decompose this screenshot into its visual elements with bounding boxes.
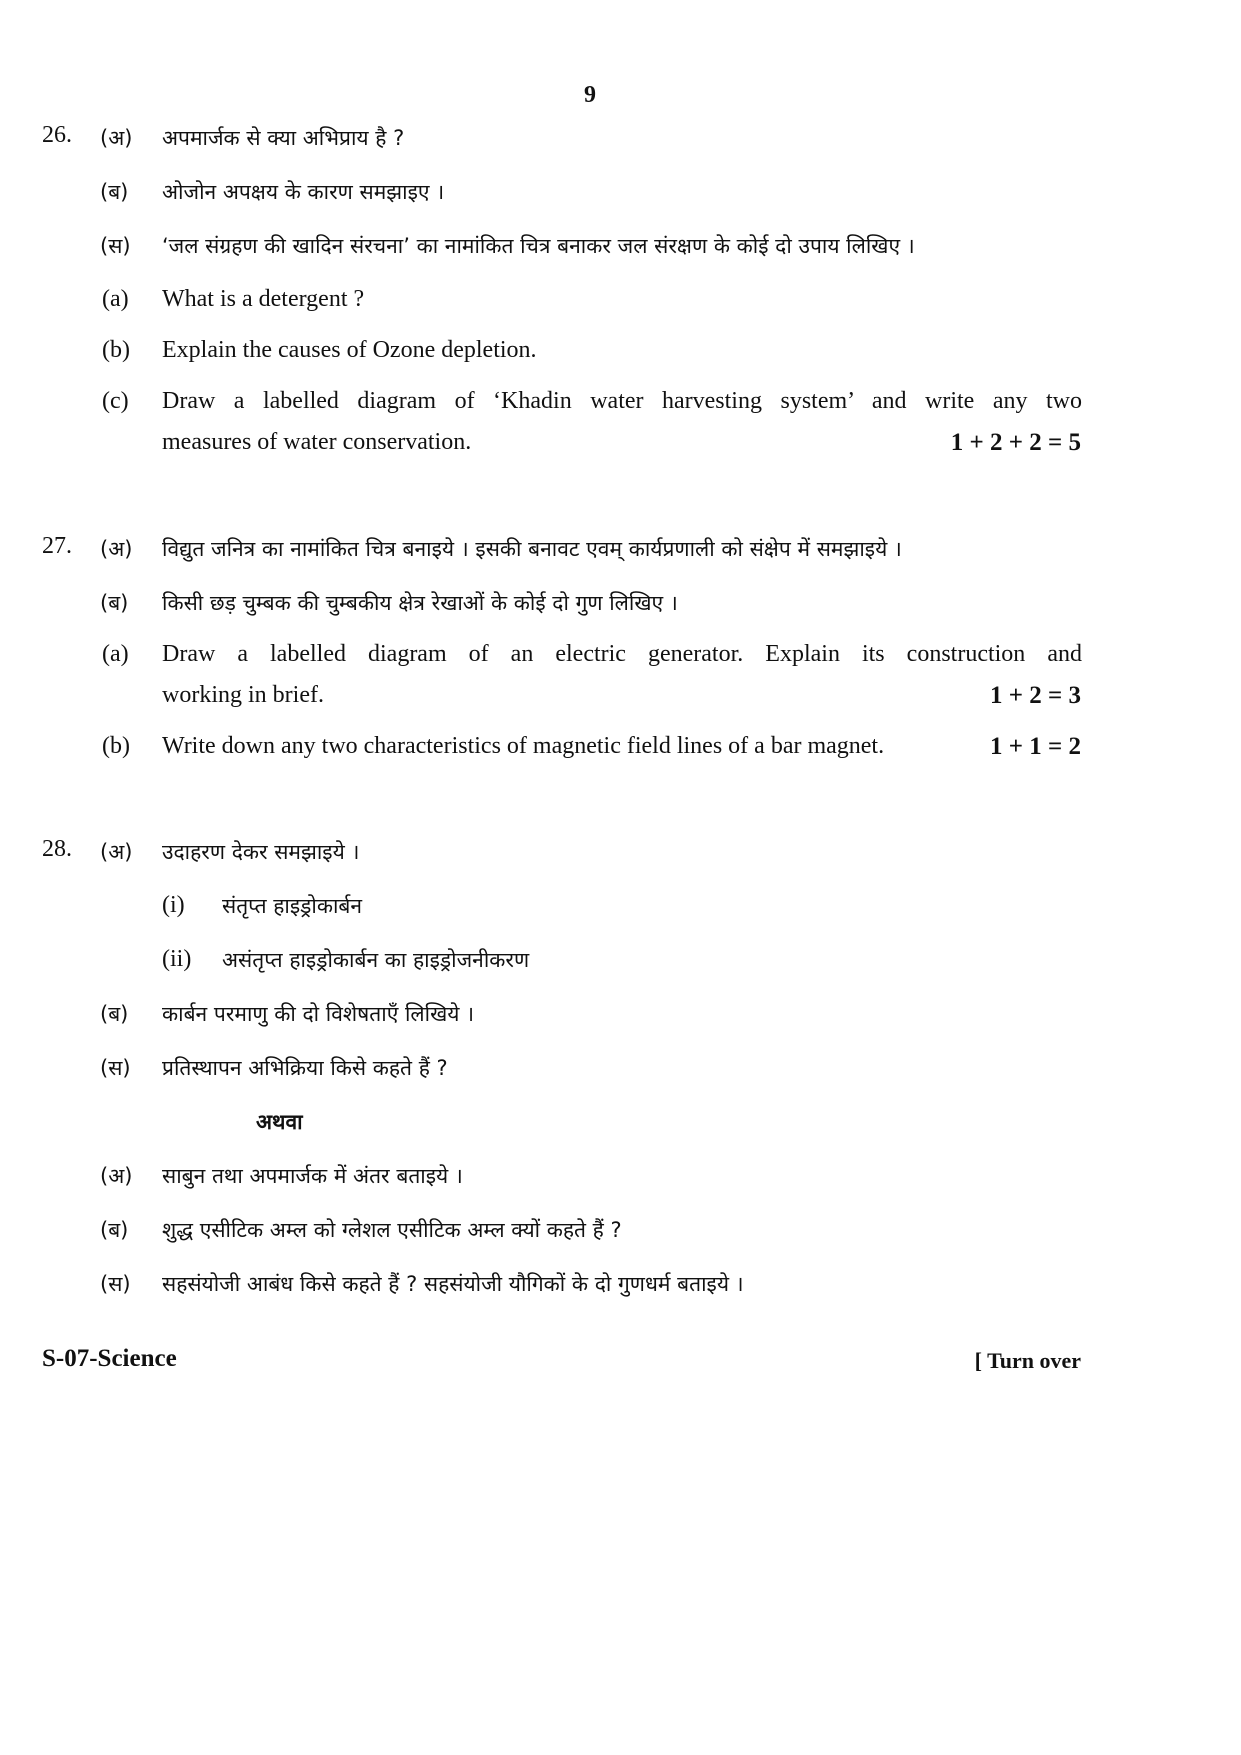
question-text: अपमार्जक से क्या अभिप्राय है ?	[162, 126, 405, 150]
question-number: 26.	[42, 122, 72, 148]
question-text: सहसंयोजी आबंध किसे कहते हैं ? सहसंयोजी यौगिकों के दो गुणधर्म बताइये ।	[162, 1272, 744, 1296]
question-text: What is a detergent ?	[162, 286, 365, 312]
question-text: विद्युत जनित्र का नामांकित चित्र बनाइये । इसकी बनावट एवम् कार्यप्रणाली को संक्षेप में समझाइये ।	[162, 537, 902, 561]
question-text: measures of water conservation.	[162, 429, 472, 455]
question-text: शुद्ध एसीटिक अम्ल को ग्लेशल एसीटिक अम्ल क्यों कहते हैं ?	[162, 1218, 622, 1242]
part-label: (स)	[100, 1272, 131, 1296]
marks: 1 + 2 = 3	[990, 682, 1081, 709]
question-text: किसी छड़ चुम्बक की चुम्बकीय क्षेत्र रेखाओं के कोई दो गुण लिखिए ।	[162, 591, 678, 615]
part-label: (अ)	[100, 840, 133, 864]
question-text: संतृप्त हाइड्रोकार्बन	[222, 894, 363, 918]
question-number: 27.	[42, 533, 72, 559]
sub-part-label: (ii)	[162, 946, 192, 972]
question-text: Draw a labelled diagram of ‘Khadin water harvesting system’ and write any two	[162, 388, 1082, 414]
question-text: Write down any two characteristics of magnetic field lines of a bar magnet.	[162, 733, 885, 759]
sub-part-label: (i)	[162, 892, 185, 918]
part-label: (b)	[102, 337, 130, 363]
or-separator: अथवा	[256, 1110, 303, 1134]
question-text: उदाहरण देकर समझाइये ।	[162, 840, 360, 864]
part-label: (ब)	[100, 591, 129, 615]
part-label: (c)	[102, 388, 129, 414]
part-label: (स)	[100, 1056, 131, 1080]
part-label: (अ)	[100, 537, 133, 561]
question-text: Draw a labelled diagram of an electric generator. Explain its construction and	[162, 641, 1082, 667]
marks: 1 + 1 = 2	[990, 733, 1081, 760]
question-number: 28.	[42, 836, 72, 862]
question-text: प्रतिस्थापन अभिक्रिया किसे कहते हैं ?	[162, 1056, 448, 1080]
part-label: (ब)	[100, 180, 129, 204]
part-label: (ब)	[100, 1218, 129, 1242]
question-text: साबुन तथा अपमार्जक में अंतर बताइये ।	[162, 1164, 463, 1188]
question-text: असंतृप्त हाइड्रोकार्बन का हाइड्रोजनीकरण	[222, 948, 530, 972]
question-text: working in brief.	[162, 682, 324, 708]
part-label: (a)	[102, 286, 129, 312]
paper-code: S-07-Science	[42, 1345, 177, 1372]
question-text: ओजोन अपक्षय के कारण समझाइए ।	[162, 180, 445, 204]
turn-over-note: [ Turn over	[974, 1348, 1081, 1373]
question-text: Explain the causes of Ozone depletion.	[162, 337, 537, 363]
part-label: (b)	[102, 733, 130, 759]
marks: 1 + 2 + 2 = 5	[950, 429, 1081, 456]
part-label: (स)	[100, 234, 131, 258]
part-label: (अ)	[100, 126, 133, 150]
part-label: (a)	[102, 641, 129, 667]
question-text: कार्बन परमाणु की दो विशेषताएँ लिखिये ।	[162, 1002, 475, 1026]
page-number: 9	[584, 82, 596, 108]
question-text: ‘जल संग्रहण की खादिन संरचना’ का नामांकित चित्र बनाकर जल संरक्षण के कोई दो उपाय लिखिए ।	[162, 234, 915, 258]
part-label: (अ)	[100, 1164, 133, 1188]
part-label: (ब)	[100, 1002, 129, 1026]
